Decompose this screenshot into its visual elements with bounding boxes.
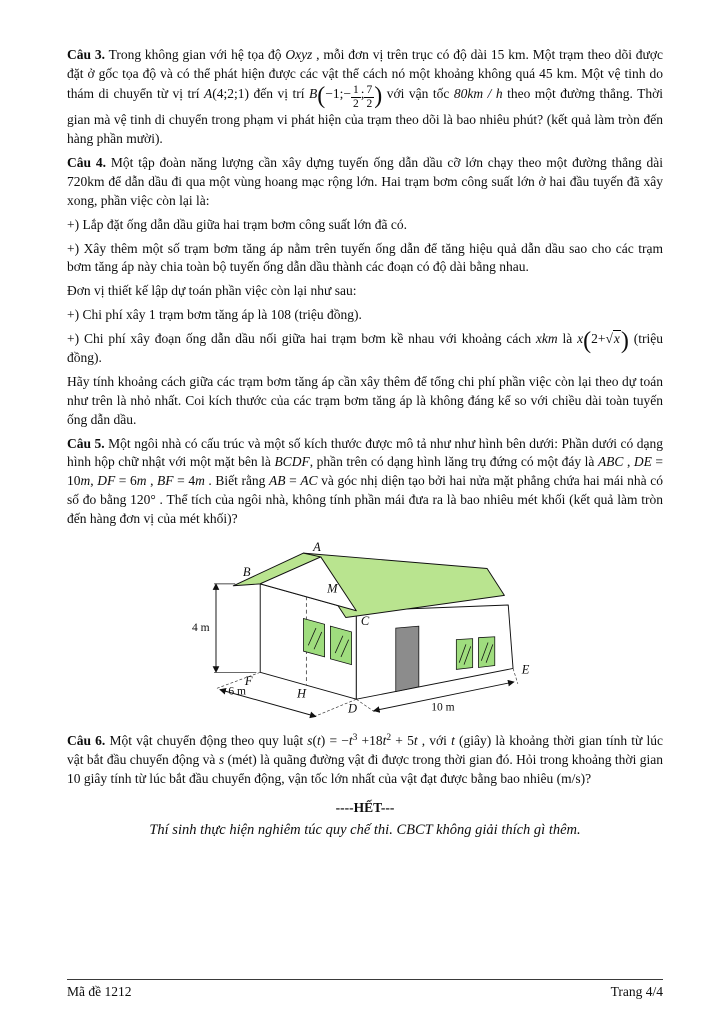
text-segment: và góc nhị diện tạo bởi hai nửa mặt phẳng chứa hai mái nhà có số đo bằng 120° . Thể tích của ngôi nhà, không tính phần mái đưa ra là bao nhiêu mét khối (kết quả làm tròn đến hàng đơn vị của mét khối)? — [67, 473, 663, 527]
paragraph — [67, 216, 663, 235]
text-segment: ; — [360, 86, 365, 101]
text-segment: là — [557, 331, 578, 347]
text-segment: = 6 — [115, 473, 137, 489]
paragraph — [67, 46, 663, 149]
figure-block — [67, 537, 663, 728]
text-segment: (4;2;1) — [212, 86, 250, 101]
text-segment: + 5 — [391, 733, 414, 749]
paragraph — [67, 373, 663, 430]
text-segment: Hãy tính khoảng cách giữa các trạm bơm tăng áp cần xây thêm để tổng chi phí phần việc còn lại theo dự toán như trên là nhỏ nhất. Coi kích thước của các trạm bơm tăng áp là không đáng kể so với chiều dài toàn tuyến ống dẫn dầu. — [67, 373, 663, 427]
text-segment: Câu 3. — [67, 47, 105, 62]
text-segment: BF — [157, 473, 174, 489]
text-segment: Oxyz — [285, 47, 313, 62]
label-B: B — [242, 565, 251, 580]
text-segment: t — [317, 733, 321, 749]
dim-height-label: 4 m — [191, 621, 210, 634]
text-segment: s — [307, 733, 313, 749]
page-footer — [67, 979, 663, 1000]
paragraph — [67, 799, 663, 818]
text-segment: xkm — [535, 331, 558, 347]
dim-ext — [356, 699, 375, 712]
text-segment: m — [136, 473, 147, 489]
page-number: Trang 4/4 — [610, 984, 663, 999]
door — [396, 626, 419, 691]
text-segment: Câu 5. — [67, 435, 105, 451]
text-segment: , — [90, 473, 98, 489]
front-window-2 — [478, 637, 494, 668]
dim-depth-label: 6 m — [228, 685, 246, 698]
text-segment: . Biết rằng — [204, 473, 270, 489]
text-segment: DE — [633, 454, 652, 470]
big-paren: ) — [374, 83, 383, 109]
label-A: A — [313, 540, 321, 555]
text-segment: m — [195, 473, 205, 489]
text-segment: , — [623, 454, 634, 470]
paragraph — [67, 306, 663, 325]
document-body — [67, 46, 663, 845]
text-segment: Câu 6. — [67, 733, 106, 749]
label-H: H — [297, 686, 307, 701]
text-segment: s — [218, 751, 225, 767]
text-segment: (triệu đồng). — [67, 331, 663, 366]
text-segment: 80km / h — [453, 86, 503, 101]
gable-window-2 — [330, 626, 351, 664]
text-segment: Câu 4. — [67, 155, 106, 170]
text-segment: đến vị trí — [249, 86, 309, 101]
text-segment: Một vật chuyển động theo quy luật — [105, 733, 308, 749]
text-segment: 3 — [352, 733, 358, 744]
text-segment: t — [413, 733, 418, 749]
label-D: D — [347, 701, 358, 716]
front-window-1 — [456, 639, 472, 670]
text-segment: A — [204, 86, 213, 101]
big-paren: ( — [317, 83, 326, 109]
paragraph — [67, 820, 663, 840]
text-segment: với vận tốc — [382, 86, 454, 101]
text-segment: Đơn vị thiết kế lập dự toán phần việc còn lại như sau: — [67, 283, 357, 299]
label-M: M — [327, 581, 338, 596]
label-F: F — [244, 673, 253, 688]
text-segment: m — [80, 473, 91, 489]
text-segment: = — [285, 473, 301, 489]
text-segment: AC — [300, 473, 318, 489]
big-paren: ( — [583, 328, 592, 355]
text-segment: ----HẾT--- — [335, 799, 395, 815]
text-segment: B — [308, 86, 318, 101]
exam-code: Mã đề 1212 — [67, 984, 132, 999]
text-segment: ABC — [597, 454, 624, 470]
text-segment: t — [382, 733, 387, 749]
text-segment: +18 — [357, 733, 383, 749]
text-segment: , phần trên có dạng hình lăng trụ đứng có một đáy là — [309, 454, 598, 470]
paragraph — [67, 154, 663, 211]
text-segment: t — [451, 733, 455, 749]
text-segment: Trong không gian với hệ tọa độ — [104, 47, 286, 62]
text-segment: (mét) là quãng đường vật đi được trong thời gian đó. Hỏi trong khoảng thời gian 10 giây tính từ lúc bắt đầu chuyển động, vận tốc lớn nhất của vật đạt được bằng bao nhiêu (m/s)? — [67, 751, 664, 786]
text-segment: Thí sinh thực hiện nghiêm túc quy chế thi. CBCT không giải thích gì thêm. — [149, 821, 581, 838]
text-segment: AB — [269, 473, 286, 489]
label-C: C — [360, 614, 370, 629]
text-segment: ( — [312, 733, 318, 749]
paragraph — [67, 240, 663, 278]
house-figure — [191, 537, 539, 723]
text-segment: 2 — [386, 733, 392, 744]
text-segment: = 10 — [67, 454, 664, 489]
gable-window-1 — [303, 618, 324, 656]
text-segment: +) Chi phí xây đoạn ống dẫn dầu nối giữa hai trạm bơm kề nhau với khoảng cách — [67, 331, 536, 347]
label-E: E — [521, 662, 530, 677]
text-segment: −1;− — [325, 86, 351, 101]
text-segment: x — [577, 331, 584, 347]
text-segment: DF — [97, 473, 116, 489]
dim-length-label: 10 m — [431, 701, 455, 714]
text-segment: theo một đường thẳng. Thời gian mà vệ tinh di chuyển trong phạm vi phát hiện của trạm theo dõi là bao nhiêu phút? (kết quả làm tròn đến hàng phần mười). — [67, 86, 664, 147]
text-segment: , — [146, 473, 158, 489]
fraction: $\frac{7}{2}$ — [366, 83, 373, 110]
paragraph — [67, 282, 663, 301]
paragraph — [67, 330, 663, 368]
text-segment: Một ngôi nhà có cấu trúc và một số kích thước được mô tả như như hình bên dưới: Phần dưới có dạng hình hộp chữ nhật với một mặt bên là — [67, 435, 663, 470]
text-segment: = 4 — [173, 473, 196, 489]
text-segment: t — [348, 733, 353, 749]
text-segment: , với — [417, 733, 452, 749]
text-segment: +) Lắp đặt ống dẫn dầu giữa hai trạm bơm công suất lớn đã có. — [67, 216, 407, 232]
paragraph — [67, 732, 663, 789]
fraction: $\frac{1}{2}$ — [352, 83, 359, 110]
text-segment: , mỗi đơn vị trên trục có độ dài 15 km. Một trạm theo dõi được đặt ở gốc tọa độ và có thể phát hiện được các vật thể cách nó một khoảng không quá 45 km. Một vệ tinh do thám di chuyển từ vị trí — [67, 47, 664, 101]
text-segment: ) = − — [320, 733, 349, 749]
paragraph — [67, 435, 663, 529]
text-segment: +) Xây thêm một số trạm bơm tăng áp nằm trên tuyến ống dẫn để tăng hiệu quả dẫn dầu sao cho các trạm bơm tăng áp này chia toàn bộ tuyến ống dẫn dầu thành các đoạn có độ dài bằng nhau. — [67, 240, 663, 275]
text-segment: +) Chi phí xây 1 trạm bơm tăng áp là 108 (triệu đồng). — [67, 307, 362, 323]
text-segment: 2+ — [591, 331, 606, 347]
text-segment: (giây) là khoảng thời gian tính từ lúc vật bắt đầu chuyển động và — [67, 733, 664, 767]
square-root: √x — [605, 331, 620, 347]
big-paren: ) — [620, 328, 629, 355]
text-segment: BCDF — [274, 454, 310, 470]
text-segment: Một tập đoàn năng lượng cần xây dựng tuyến ống dẫn dầu cỡ lớn chạy theo một đường thẳng dài 720km để dẫn dầu đi qua một vùng hoang mạc rộng lớn. Hai trạm bơm công suất lớn ở hai đầu tuyến đã xây xong, phần việc còn lại là: — [67, 155, 663, 208]
